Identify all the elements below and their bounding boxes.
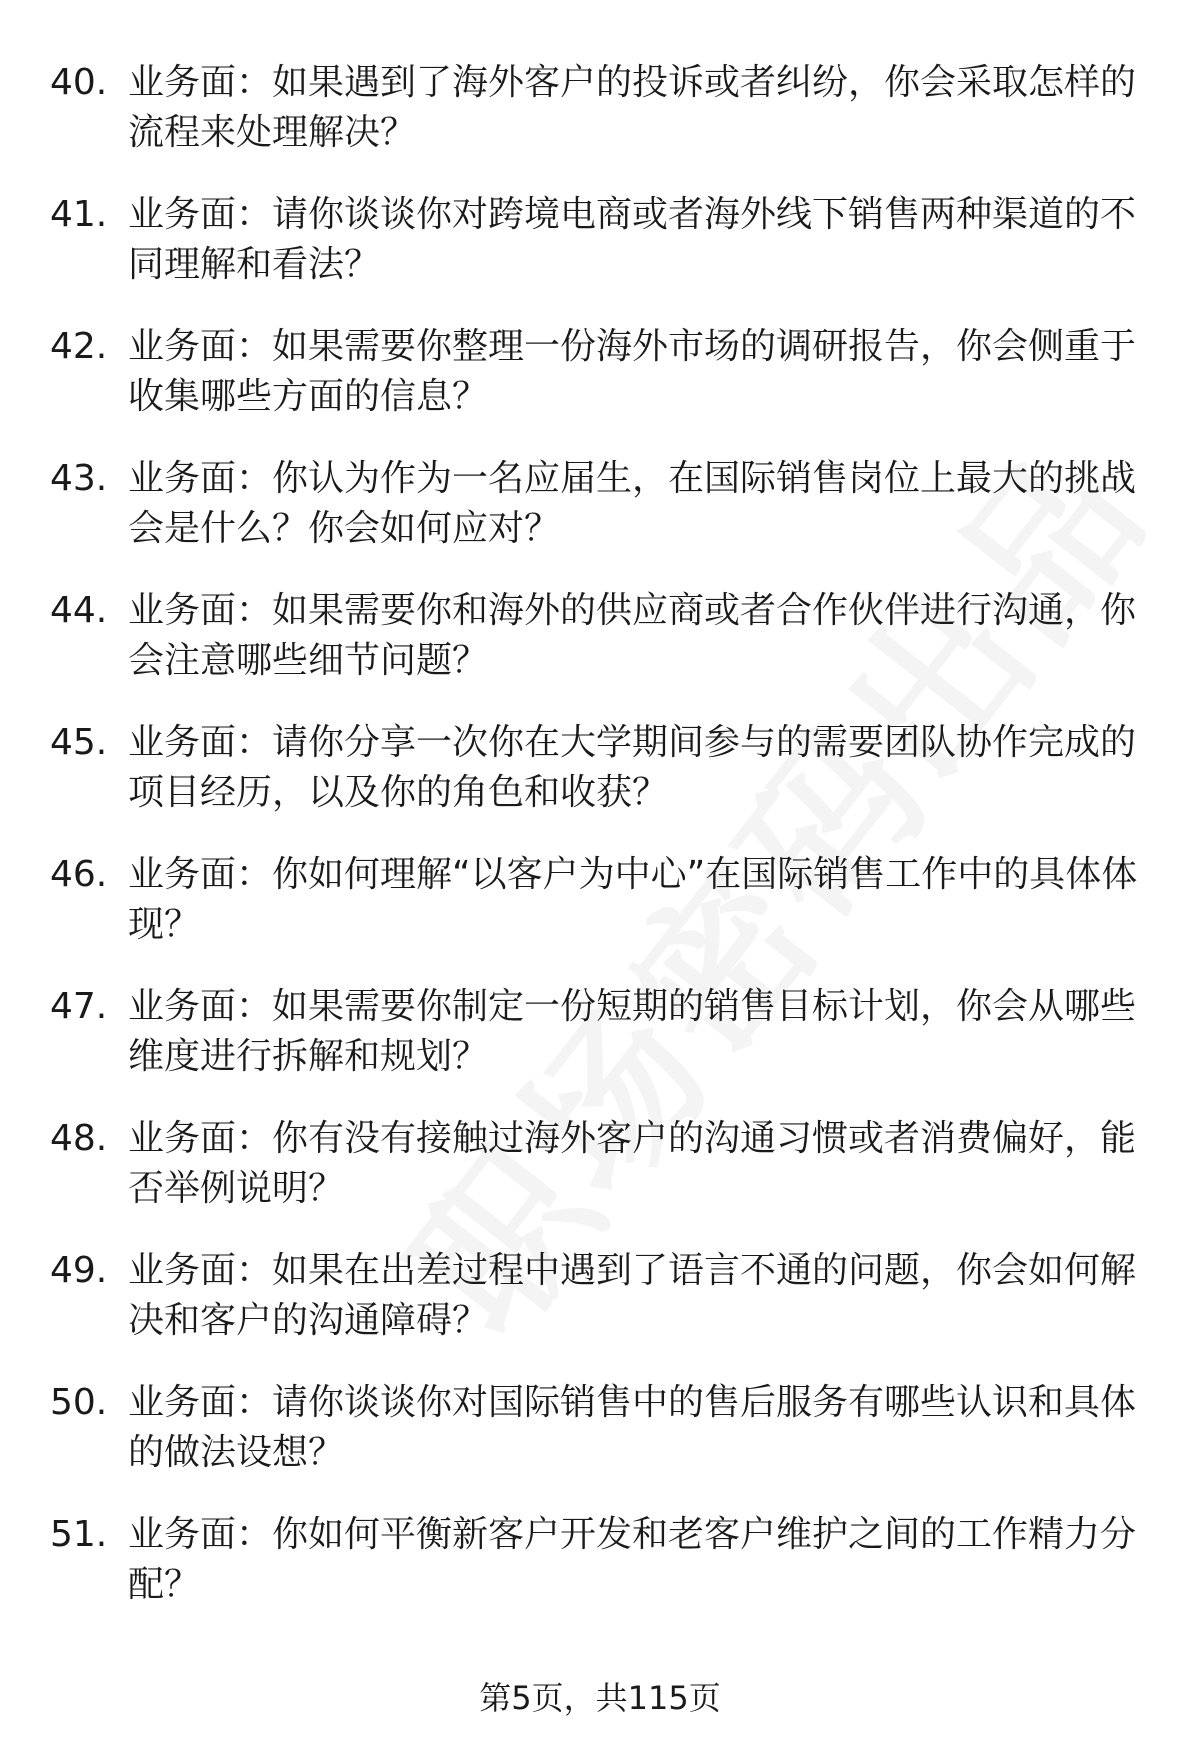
- question-text: 业务面：如果在出差过程中遇到了语言不通的问题，你会如何解决和客户的沟通障碍？: [128, 1250, 1137, 1341]
- question-text: 业务面：如果需要你制定一份短期的销售目标计划，你会从哪些维度进行拆解和规划？: [128, 986, 1137, 1077]
- page-footer: 第5页，共115页: [479, 1679, 721, 1717]
- question-list: [0, 50, 1200, 1634]
- question-text: 业务面：请你谈谈你对国际销售中的售后服务有哪些认识和具体的做法设想？: [128, 1382, 1137, 1473]
- question-number: 42.: [50, 326, 108, 367]
- question-text: 业务面：如果需要你和海外的供应商或者合作伙伴进行沟通，你会注意哪些细节问题？: [128, 590, 1137, 681]
- question-text: 业务面：请你分享一次你在大学期间参与的需要团队协作完成的项目经历，以及你的角色和收获？: [128, 722, 1137, 813]
- question-number: 48.: [50, 1118, 108, 1159]
- question-item: [0, 974, 1200, 1106]
- question-text: 业务面：你有没有接触过海外客户的沟通习惯或者消费偏好，能否举例说明？: [128, 1118, 1137, 1209]
- question-item: [0, 1238, 1200, 1370]
- question-item: [0, 446, 1200, 578]
- question-number: 44.: [50, 590, 108, 631]
- question-number: 41.: [50, 194, 108, 235]
- question-number: 50.: [50, 1382, 108, 1423]
- question-number: 43.: [50, 458, 108, 499]
- question-item: [0, 182, 1200, 314]
- question-text: 业务面：你认为作为一名应届生，在国际销售岗位上最大的挑战会是什么？你会如何应对？: [128, 458, 1137, 549]
- question-number: 51.: [50, 1514, 108, 1555]
- question-number: 45.: [50, 722, 108, 763]
- question-item: [0, 1106, 1200, 1238]
- question-text: 业务面：如果遇到了海外客户的投诉或者纠纷，你会采取怎样的流程来处理解决？: [128, 62, 1137, 153]
- question-item: [0, 578, 1200, 710]
- question-number: 49.: [50, 1250, 108, 1291]
- question-item: [0, 314, 1200, 446]
- question-item: [0, 1370, 1200, 1502]
- question-item: [0, 710, 1200, 842]
- question-number: 40.: [50, 62, 108, 103]
- question-text: 业务面：你如何理解“以客户为中心”在国际销售工作中的具体体现？: [128, 854, 1138, 945]
- question-item: [0, 50, 1200, 182]
- question-number: 46.: [50, 854, 108, 895]
- question-number: 47.: [50, 986, 108, 1027]
- question-text: 业务面：如果需要你整理一份海外市场的调研报告，你会侧重于收集哪些方面的信息？: [128, 326, 1137, 417]
- question-item: [0, 1502, 1200, 1634]
- question-text: 业务面：你如何平衡新客户开发和老客户维护之间的工作精力分配？: [128, 1514, 1137, 1605]
- question-text: 业务面：请你谈谈你对跨境电商或者海外线下销售两种渠道的不同理解和看法？: [128, 194, 1137, 285]
- question-item: [0, 842, 1200, 974]
